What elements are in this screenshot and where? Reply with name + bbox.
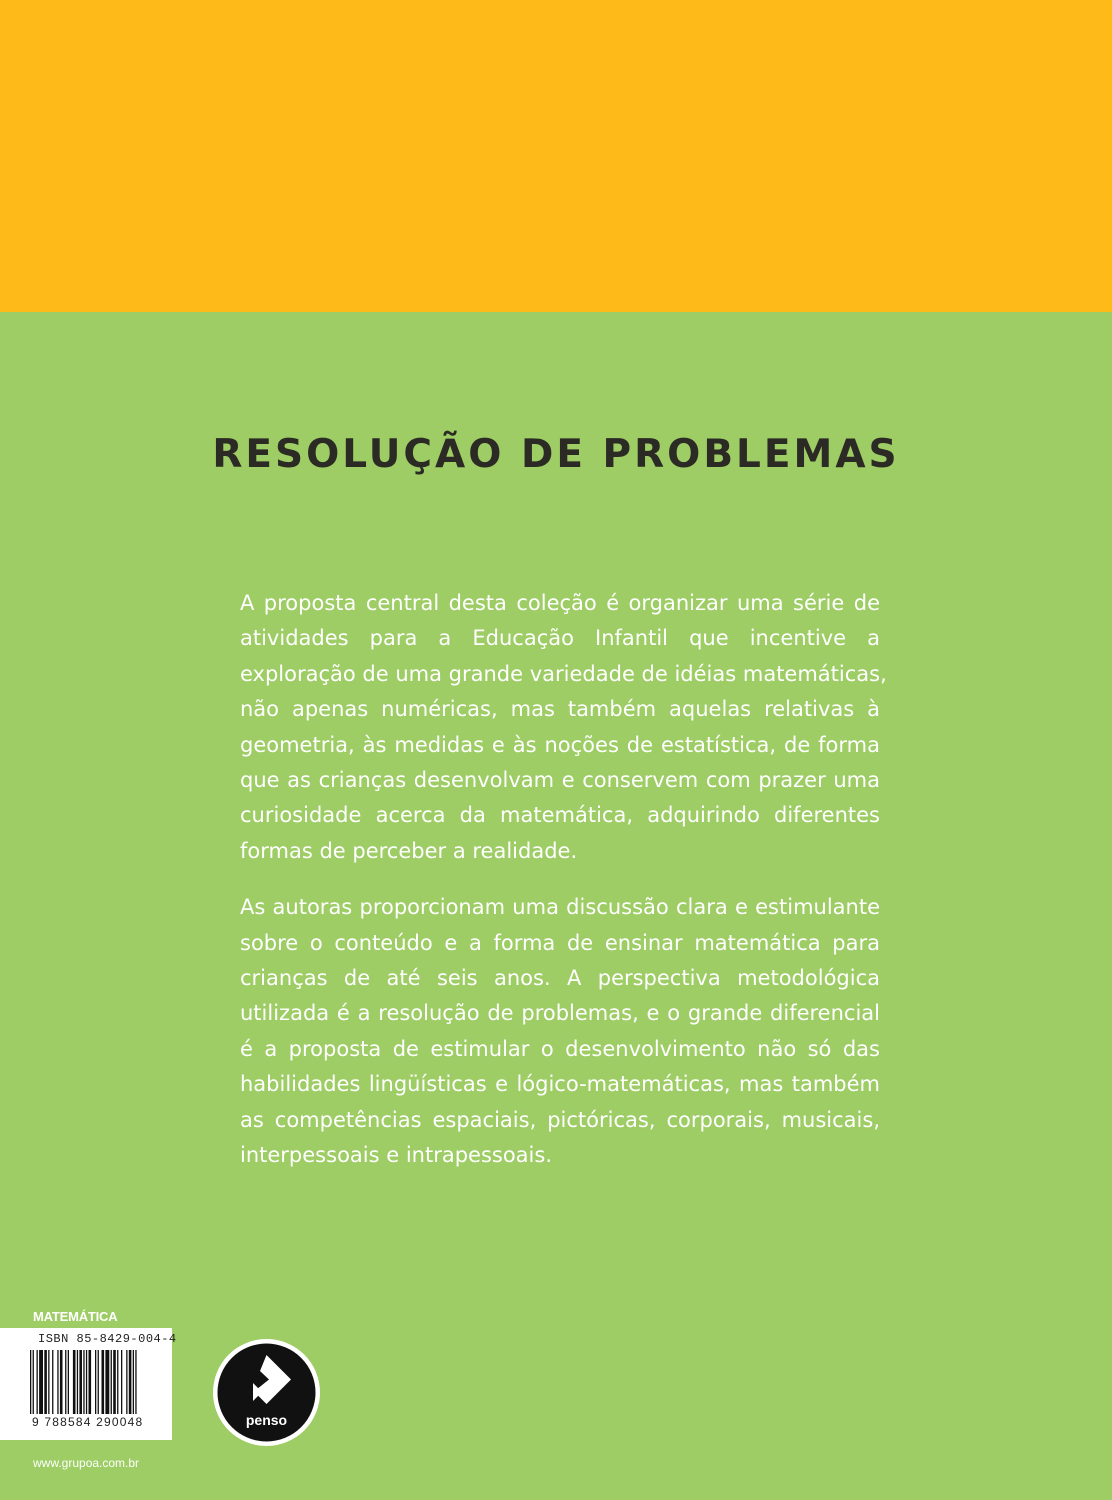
synopsis-paragraph-2	[240, 890, 880, 1173]
text-line: sobre o conteúdo e a forma de ensinar matemática para	[240, 930, 880, 955]
text-line: As autoras proporcionam uma discussão clara e estimulante	[240, 895, 880, 920]
barcode-icon	[30, 1350, 168, 1414]
book-title: RESOLUÇÃO DE PROBLEMAS	[212, 432, 900, 477]
text-line: as competências espaciais, pictóricas, corporais, musicais,	[240, 1107, 880, 1132]
text-line: não apenas numéricas, mas também aquelas relativas à	[240, 697, 880, 722]
text-line: exploração de uma grande variedade de idéias matemáticas,	[240, 661, 887, 686]
isbn-number: ISBN 85-8429-004-4	[38, 1332, 177, 1346]
text-line: A proposta central desta coleção é organizar uma série de	[240, 591, 880, 615]
text-line: curiosidade acerca da matemática, adquirindo diferentes	[240, 803, 880, 828]
text-line: formas de perceber a realidade.	[240, 838, 578, 863]
text-line: atividades para a Educação Infantil que incentive a	[240, 626, 880, 651]
ean-number: 9 788584 290048	[32, 1415, 144, 1429]
text-line: geometria, às medidas e às noções de estatística, de forma	[240, 732, 880, 757]
category-label: MATEMÁTICA	[33, 1309, 118, 1324]
publisher-name: penso	[245, 1412, 288, 1428]
text-line: interpessoais e intrapessoais.	[240, 1143, 553, 1168]
text-line: que as crianças desenvolvam e conservem com prazer uma	[240, 768, 880, 793]
penso-logo-icon	[213, 1339, 320, 1446]
text-line: utilizada é a resolução de problemas, e o grande diferencial	[240, 1001, 880, 1026]
barcode-box	[0, 1328, 177, 1440]
text-line: crianças de até seis anos. A perspectiva metodológica	[240, 966, 880, 991]
synopsis	[240, 586, 887, 1195]
website-url: www.grupoa.com.br	[33, 1456, 140, 1470]
synopsis-paragraph-1	[240, 586, 887, 869]
text-line: é a proposta de estimular o desenvolvimento não só das	[240, 1036, 880, 1061]
text-line: habilidades lingüísticas e lógico-matemáticas, mas também	[240, 1072, 880, 1097]
top-color-band	[0, 0, 1112, 312]
